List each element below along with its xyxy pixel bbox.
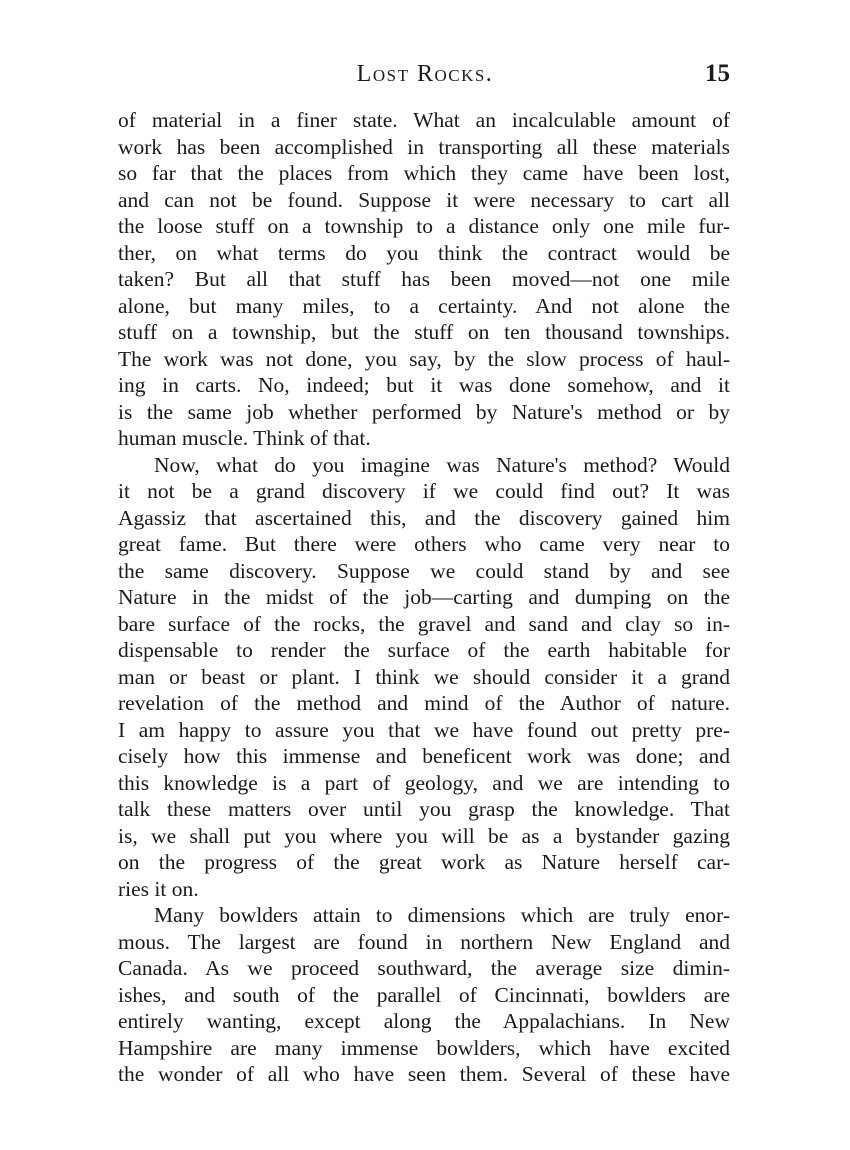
- text-line: is, we shall put you where you will be as a bystander gazing: [118, 823, 730, 848]
- text-line: ing in carts. No, indeed; but it was done somehow, and it: [118, 373, 730, 397]
- running-head: [118, 56, 732, 92]
- text-line: cisely how this immense and beneficent work was done; and: [118, 744, 730, 768]
- text-line: on the progress of the great work as Nature herself car-: [118, 850, 730, 874]
- text-line: great fame. But there were others who came very near to: [118, 532, 730, 556]
- text-line: Canada. As we proceed southward, the average size dimin-: [118, 956, 730, 980]
- text-line: so far that the places from which they came have been lost,: [118, 161, 730, 185]
- running-title: Lost Rocks.: [356, 61, 494, 87]
- text-line: ther, on what terms do you think the contract would be: [118, 240, 730, 265]
- text-line: mous. The largest are found in northern New England and: [118, 929, 730, 954]
- text-line: I am happy to assure you that we have found out pretty pre-: [118, 717, 730, 742]
- text-line: entirely wanting, except along the Appalachians. In New: [118, 1009, 730, 1033]
- text-line: work has been accomplished in transporting all these materials: [118, 134, 730, 159]
- text-line: The work was not done, you say, by the slow process of haul-: [118, 346, 730, 371]
- text-line: the wonder of all who have seen them. Several of these have: [118, 1062, 730, 1086]
- text-line: the same discovery. Suppose we could stand by and see: [118, 558, 730, 583]
- text-line: alone, but many miles, to a certainty. And not alone the: [118, 293, 730, 318]
- text-line: Many bowlders attain to dimensions which are truly enor-: [154, 903, 730, 927]
- text-line: talk these matters over until you grasp the knowledge. That: [118, 797, 730, 821]
- text-line: human muscle. Think of that.: [118, 426, 371, 450]
- text-line: this knowledge is a part of geology, and we are intending to: [118, 770, 730, 795]
- page-number: 15: [705, 60, 730, 87]
- text-line: Now, what do you imagine was Nature's method? Would: [154, 452, 730, 477]
- text-line: man or beast or plant. I think we should consider it a grand: [118, 664, 730, 689]
- text-line: ishes, and south of the parallel of Cincinnati, bowlders are: [118, 982, 730, 1007]
- paragraph-2: [118, 452, 730, 903]
- text-line: taken? But all that stuff has been moved—not one mile: [118, 267, 730, 291]
- text-line: revelation of the method and mind of the Author of nature.: [118, 691, 730, 715]
- text-line: and can not be found. Suppose it were necessary to cart all: [118, 187, 730, 212]
- text-line: Agassiz that ascertained this, and the discovery gained him: [118, 505, 730, 530]
- body-text: [118, 107, 730, 1088]
- text-line: the loose stuff on a township to a distance only one mile fur-: [118, 214, 730, 238]
- text-line: bare surface of the rocks, the gravel and sand and clay so in-: [118, 611, 730, 636]
- text-line: of material in a finer state. What an incalculable amount of: [118, 108, 730, 132]
- text-line: Hampshire are many immense bowlders, which have excited: [118, 1035, 730, 1060]
- text-line: ries it on.: [118, 876, 199, 901]
- text-line: Nature in the midst of the job—carting and dumping on the: [118, 585, 730, 609]
- paragraph-1: [118, 107, 730, 452]
- text-line: dispensable to render the surface of the earth habitable for: [118, 638, 730, 662]
- text-line: is the same job whether performed by Nature's method or by: [118, 399, 730, 424]
- text-line: stuff on a township, but the stuff on ten thousand townships.: [118, 320, 730, 344]
- text-line: it not be a grand discovery if we could find out? It was: [118, 479, 730, 503]
- paragraph-3: [118, 902, 730, 1088]
